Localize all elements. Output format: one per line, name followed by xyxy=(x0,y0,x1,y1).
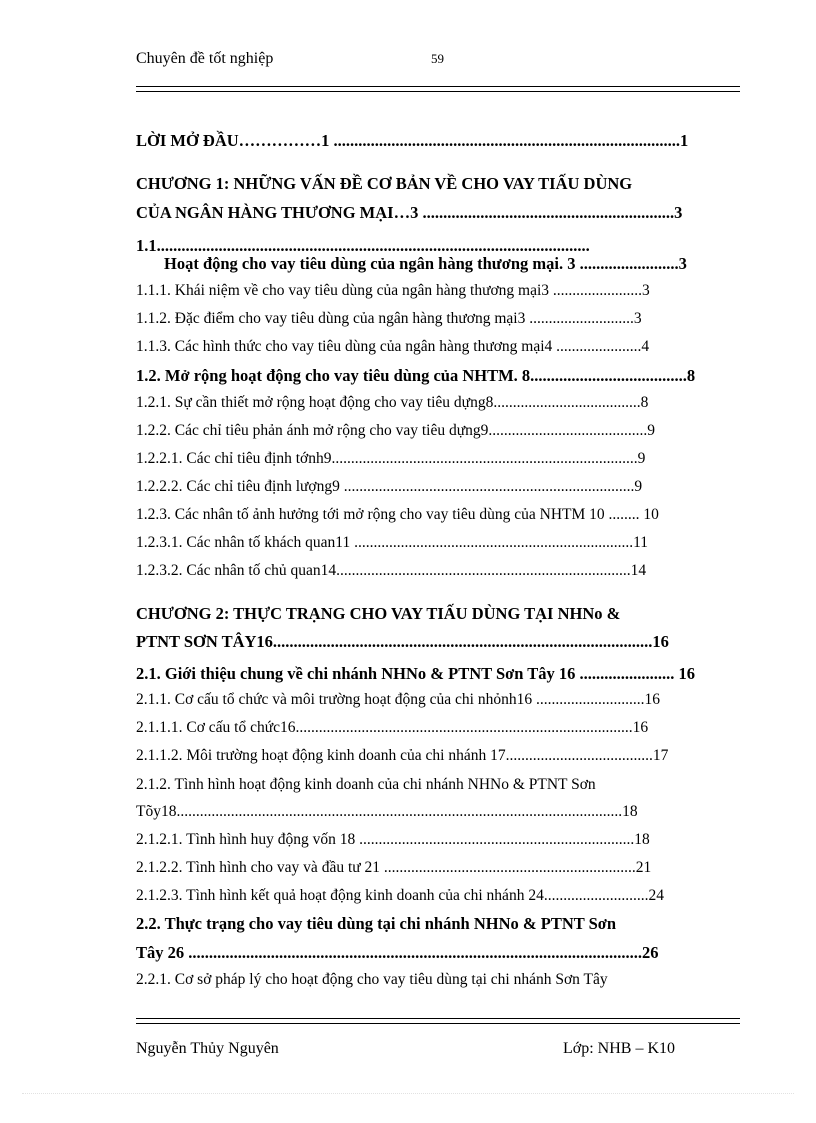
toc-entry: 1.2. Mở rộng hoạt động cho vay tiêu dùng của NHTM. 8......................................8 xyxy=(136,366,696,385)
toc-entry: 1.2.2.1. Các chỉ tiêu định tớnh9...............................................................................9 xyxy=(136,450,646,467)
page-edge xyxy=(22,1093,794,1094)
toc-entry: 2.1.2.1. Tình hình huy động vốn 18 .......................................................................18 xyxy=(136,831,650,848)
toc-entry: 2.2.1. Cơ sở pháp lý cho hoạt động cho vay tiêu dùng tại chi nhánh Sơn Tây xyxy=(136,971,608,988)
toc-entry: PTNT SƠN TÂY16............................................................................................16 xyxy=(136,632,669,651)
toc-entry: 1.2.2.2. Các chỉ tiêu định lượng9 ...........................................................................9 xyxy=(136,478,643,495)
toc-entry: CỦA NGÂN HÀNG THƯƠNG MẠI…3 .............................................................3 xyxy=(136,203,683,222)
toc-entry: 1.2.3.2. Các nhân tố chủ quan14............................................................................14 xyxy=(136,562,647,579)
toc-entry: Hoạt động cho vay tiêu dùng của ngân hàng thương mại. 3 ........................3 xyxy=(164,254,687,273)
toc-entry: Tõy18...................................................................................................................18 xyxy=(136,803,638,820)
toc-entry: 2.2. Thực trạng cho vay tiêu dùng tại chi nhánh NHNo & PTNT Sơn xyxy=(136,914,617,933)
toc-entry: 1.1......................................................................................................... xyxy=(136,236,590,255)
footer-author: Nguyễn Thủy Nguyên xyxy=(136,1040,279,1057)
toc-entry: 2.1.1.1. Cơ cấu tổ chức16.......................................................................................16 xyxy=(136,719,649,736)
toc-entry: Tây 26 ..............................................................................................................26 xyxy=(136,943,659,962)
toc-entry: 2.1.2.2. Tình hình cho vay và đầu tư 21 .................................................................21 xyxy=(136,859,652,876)
toc-entry: 1.1.3. Các hình thức cho vay tiêu dùng của ngân hàng thương mại4 ......................4 xyxy=(136,338,650,355)
toc-entry: 1.1.1. Khái niệm về cho vay tiêu dùng của ngân hàng thương mại3 .......................3 xyxy=(136,282,650,299)
footer-class: Lớp: NHB – K10 xyxy=(563,1040,676,1057)
toc-entry: CHƯƠNG 2: THỰC TRẠNG CHO VAY TIẤU DÙNG TẠI NHNo & xyxy=(136,604,621,623)
toc-entry: LỜI MỞ ĐẦU……………1 ....................................................................................1 xyxy=(136,131,689,150)
toc-entry: CHƯƠNG 1: NHỮNG VẤN ĐỀ CƠ BẢN VỀ CHO VAY TIẤU DÙNG xyxy=(136,174,633,193)
page-number: 59 xyxy=(431,51,444,66)
toc-entry: 1.2.2. Các chỉ tiêu phản ánh mở rộng cho vay tiêu dựng9.........................................9 xyxy=(136,422,655,439)
toc-entry: 2.1.2.3. Tình hình kết quả hoạt động kinh doanh của chi nhánh 24...........................24 xyxy=(136,887,664,904)
toc-entry: 2.1. Giới thiệu chung về chi nhánh NHNo & PTNT Sơn Tây 16 ....................... 16 xyxy=(136,664,696,683)
footer-rule xyxy=(136,1018,740,1024)
toc-entry: 2.1.2. Tình hình hoạt động kinh doanh của chi nhánh NHNo & PTNT Sơn xyxy=(136,776,596,793)
toc-entry: 1.2.3.1. Các nhân tố khách quan11 ........................................................................11 xyxy=(136,534,649,551)
toc-entry: 1.2.1. Sự cần thiết mở rộng hoạt động cho vay tiêu dựng8......................................8 xyxy=(136,394,649,411)
toc-entry: 2.1.1.2. Môi trường hoạt động kinh doanh của chi nhánh 17......................................17 xyxy=(136,747,669,764)
toc-entry: 1.1.2. Đặc điểm cho vay tiêu dùng của ngân hàng thương mại3 ...........................3 xyxy=(136,310,642,327)
page-header xyxy=(136,50,740,72)
toc-entry: 1.2.3. Các nhân tố ảnh hưởng tới mở rộng cho vay tiêu dùng của NHTM 10 ........ 10 xyxy=(136,506,659,523)
header-rule xyxy=(136,86,740,92)
toc-entry: 2.1.1. Cơ cấu tổ chức và môi trường hoạt động của chi nhỏnh16 ............................16 xyxy=(136,691,660,708)
header-title: Chuyên đề tốt nghiệp xyxy=(136,50,274,67)
